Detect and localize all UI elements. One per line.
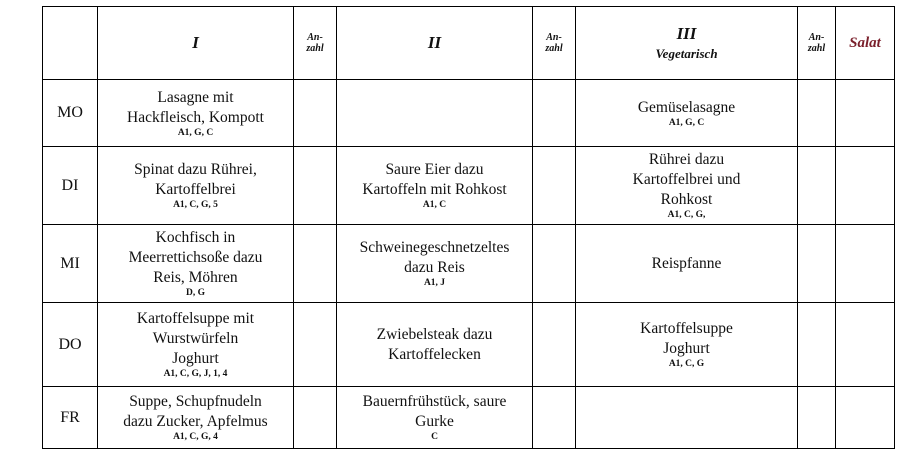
dish-line: Kartoffelsuppe — [640, 320, 733, 337]
day-label: FR — [60, 408, 80, 426]
menu-3-cell — [576, 147, 798, 225]
menu-3-cell — [576, 303, 798, 387]
anzahl-cell[interactable] — [294, 387, 337, 449]
anzahl-cell[interactable] — [798, 303, 836, 387]
allergen-code: A1, C, G, J, 1, 4 — [163, 369, 228, 379]
allergen-code: D, G — [186, 288, 205, 298]
dish-line: Kartoffelbrei und — [632, 171, 741, 188]
anzahl-label-bottom: zahl — [545, 43, 563, 54]
day-cell — [43, 147, 98, 225]
day-cell — [43, 80, 98, 147]
menu-2-title: II — [427, 33, 442, 52]
salat-cell[interactable] — [836, 303, 895, 387]
anzahl-cell[interactable] — [294, 80, 337, 147]
table-row — [43, 387, 895, 449]
header-anzahl-1 — [294, 7, 337, 80]
salat-cell[interactable] — [836, 225, 895, 303]
anzahl-cell[interactable] — [294, 147, 337, 225]
menu-1-cell — [98, 225, 294, 303]
anzahl-cell[interactable] — [533, 387, 576, 449]
dish-line: Joghurt — [663, 340, 710, 357]
menu-1-cell — [98, 147, 294, 225]
day-label: MO — [57, 104, 83, 121]
menu-2-cell — [337, 80, 533, 147]
salat-cell[interactable] — [836, 147, 895, 225]
menu-2-cell — [337, 225, 533, 303]
header-anzahl-2 — [533, 7, 576, 80]
header-salat — [836, 7, 895, 80]
allergen-code: A1, C, G, — [667, 210, 706, 220]
salat-cell[interactable] — [836, 387, 895, 449]
salat-title: Salat — [849, 35, 881, 51]
allergen-code: A1, C, G — [668, 359, 705, 369]
dish-line: Saure Eier dazu — [385, 161, 484, 178]
dish-line: Schweinegeschnetzeltes — [359, 239, 510, 256]
menu-1-cell — [98, 303, 294, 387]
dish-line: Suppe, Schupfnudeln — [129, 393, 262, 410]
dish-line: dazu Reis — [404, 259, 465, 276]
dish-line: Wurstwürfeln — [152, 330, 239, 347]
anzahl-cell[interactable] — [533, 80, 576, 147]
allergen-code: C — [431, 432, 438, 442]
dish-line: Spinat dazu Rührei, — [134, 161, 257, 178]
anzahl-cell[interactable] — [294, 303, 337, 387]
dish-line: Rohkost — [660, 191, 713, 208]
anzahl-cell[interactable] — [798, 147, 836, 225]
dish-line: Hackfleisch, Kompott — [127, 108, 264, 126]
dish-line: Gemüselasagne — [637, 98, 736, 116]
menu-2-cell — [337, 303, 533, 387]
anzahl-label-bottom: zahl — [306, 43, 324, 54]
anzahl-cell[interactable] — [533, 303, 576, 387]
anzahl-cell[interactable] — [294, 225, 337, 303]
header-day-cell — [43, 7, 98, 80]
allergen-code: A1, G, C — [668, 117, 705, 128]
anzahl-cell[interactable] — [533, 147, 576, 225]
header-menu-1 — [98, 7, 294, 80]
dish-line: Kartoffelbrei — [155, 181, 236, 198]
dish-line: Kartoffeln mit Rohkost — [362, 181, 507, 198]
menu-3-title: III — [676, 24, 697, 43]
table-row — [43, 147, 895, 225]
allergen-code: A1, C, G, 4 — [173, 432, 218, 442]
anzahl-cell[interactable] — [798, 225, 836, 303]
day-cell — [43, 303, 98, 387]
anzahl-label-top: An- — [307, 32, 323, 43]
allergen-code: A1, C, G, 5 — [173, 200, 218, 210]
dish-line: Lasagne mit — [157, 88, 234, 106]
day-cell — [43, 225, 98, 303]
dish-line: Kochfisch in — [155, 229, 236, 246]
anzahl-label-top: An- — [808, 32, 825, 43]
menu-3-subtitle: Vegetarisch — [655, 46, 718, 61]
dish-line: Meerrettichsoße dazu — [128, 249, 263, 266]
menu-1-cell — [98, 387, 294, 449]
allergen-code: A1, C — [422, 200, 447, 210]
dish-line: Reispfanne — [651, 254, 722, 272]
dish-line: Zwiebelsteak dazu — [376, 325, 493, 343]
table-row — [43, 303, 895, 387]
dish-line: Kartoffelecken — [388, 345, 481, 363]
day-label: MI — [60, 254, 80, 272]
header-menu-3 — [576, 7, 798, 80]
dish-line: Bauernfrühstück, saure — [362, 393, 507, 410]
anzahl-cell[interactable] — [533, 225, 576, 303]
table-row — [43, 225, 895, 303]
menu-2-cell — [337, 147, 533, 225]
header-menu-2 — [337, 7, 533, 80]
dish-line: Kartoffelsuppe mit — [136, 310, 255, 327]
menu-1-cell — [98, 80, 294, 147]
allergen-code: A1, G, C — [177, 127, 214, 138]
dish-line: dazu Zucker, Apfelmus — [123, 413, 268, 430]
salat-cell[interactable] — [836, 80, 895, 147]
anzahl-label-bottom: zahl — [807, 43, 826, 54]
dish-line: Reis, Möhren — [153, 269, 238, 286]
anzahl-label-top: An- — [546, 32, 562, 43]
menu-3-cell — [576, 387, 798, 449]
dish-line: Joghurt — [172, 350, 219, 367]
table-row — [43, 80, 895, 147]
anzahl-cell[interactable] — [798, 80, 836, 147]
header-anzahl-3 — [798, 7, 836, 80]
dish-line: Gurke — [415, 413, 454, 430]
menu-2-cell — [337, 387, 533, 449]
day-cell — [43, 387, 98, 449]
menu-1-title: I — [192, 33, 199, 52]
day-label: DI — [61, 176, 79, 194]
menu-3-cell — [576, 80, 798, 147]
dish-line: Rührei dazu — [648, 151, 725, 168]
day-label: DO — [58, 335, 82, 353]
allergen-code: A1, J — [423, 278, 446, 288]
lunch-menu-table — [42, 6, 895, 449]
header-row — [43, 7, 895, 80]
anzahl-cell[interactable] — [798, 387, 836, 449]
menu-3-cell — [576, 225, 798, 303]
